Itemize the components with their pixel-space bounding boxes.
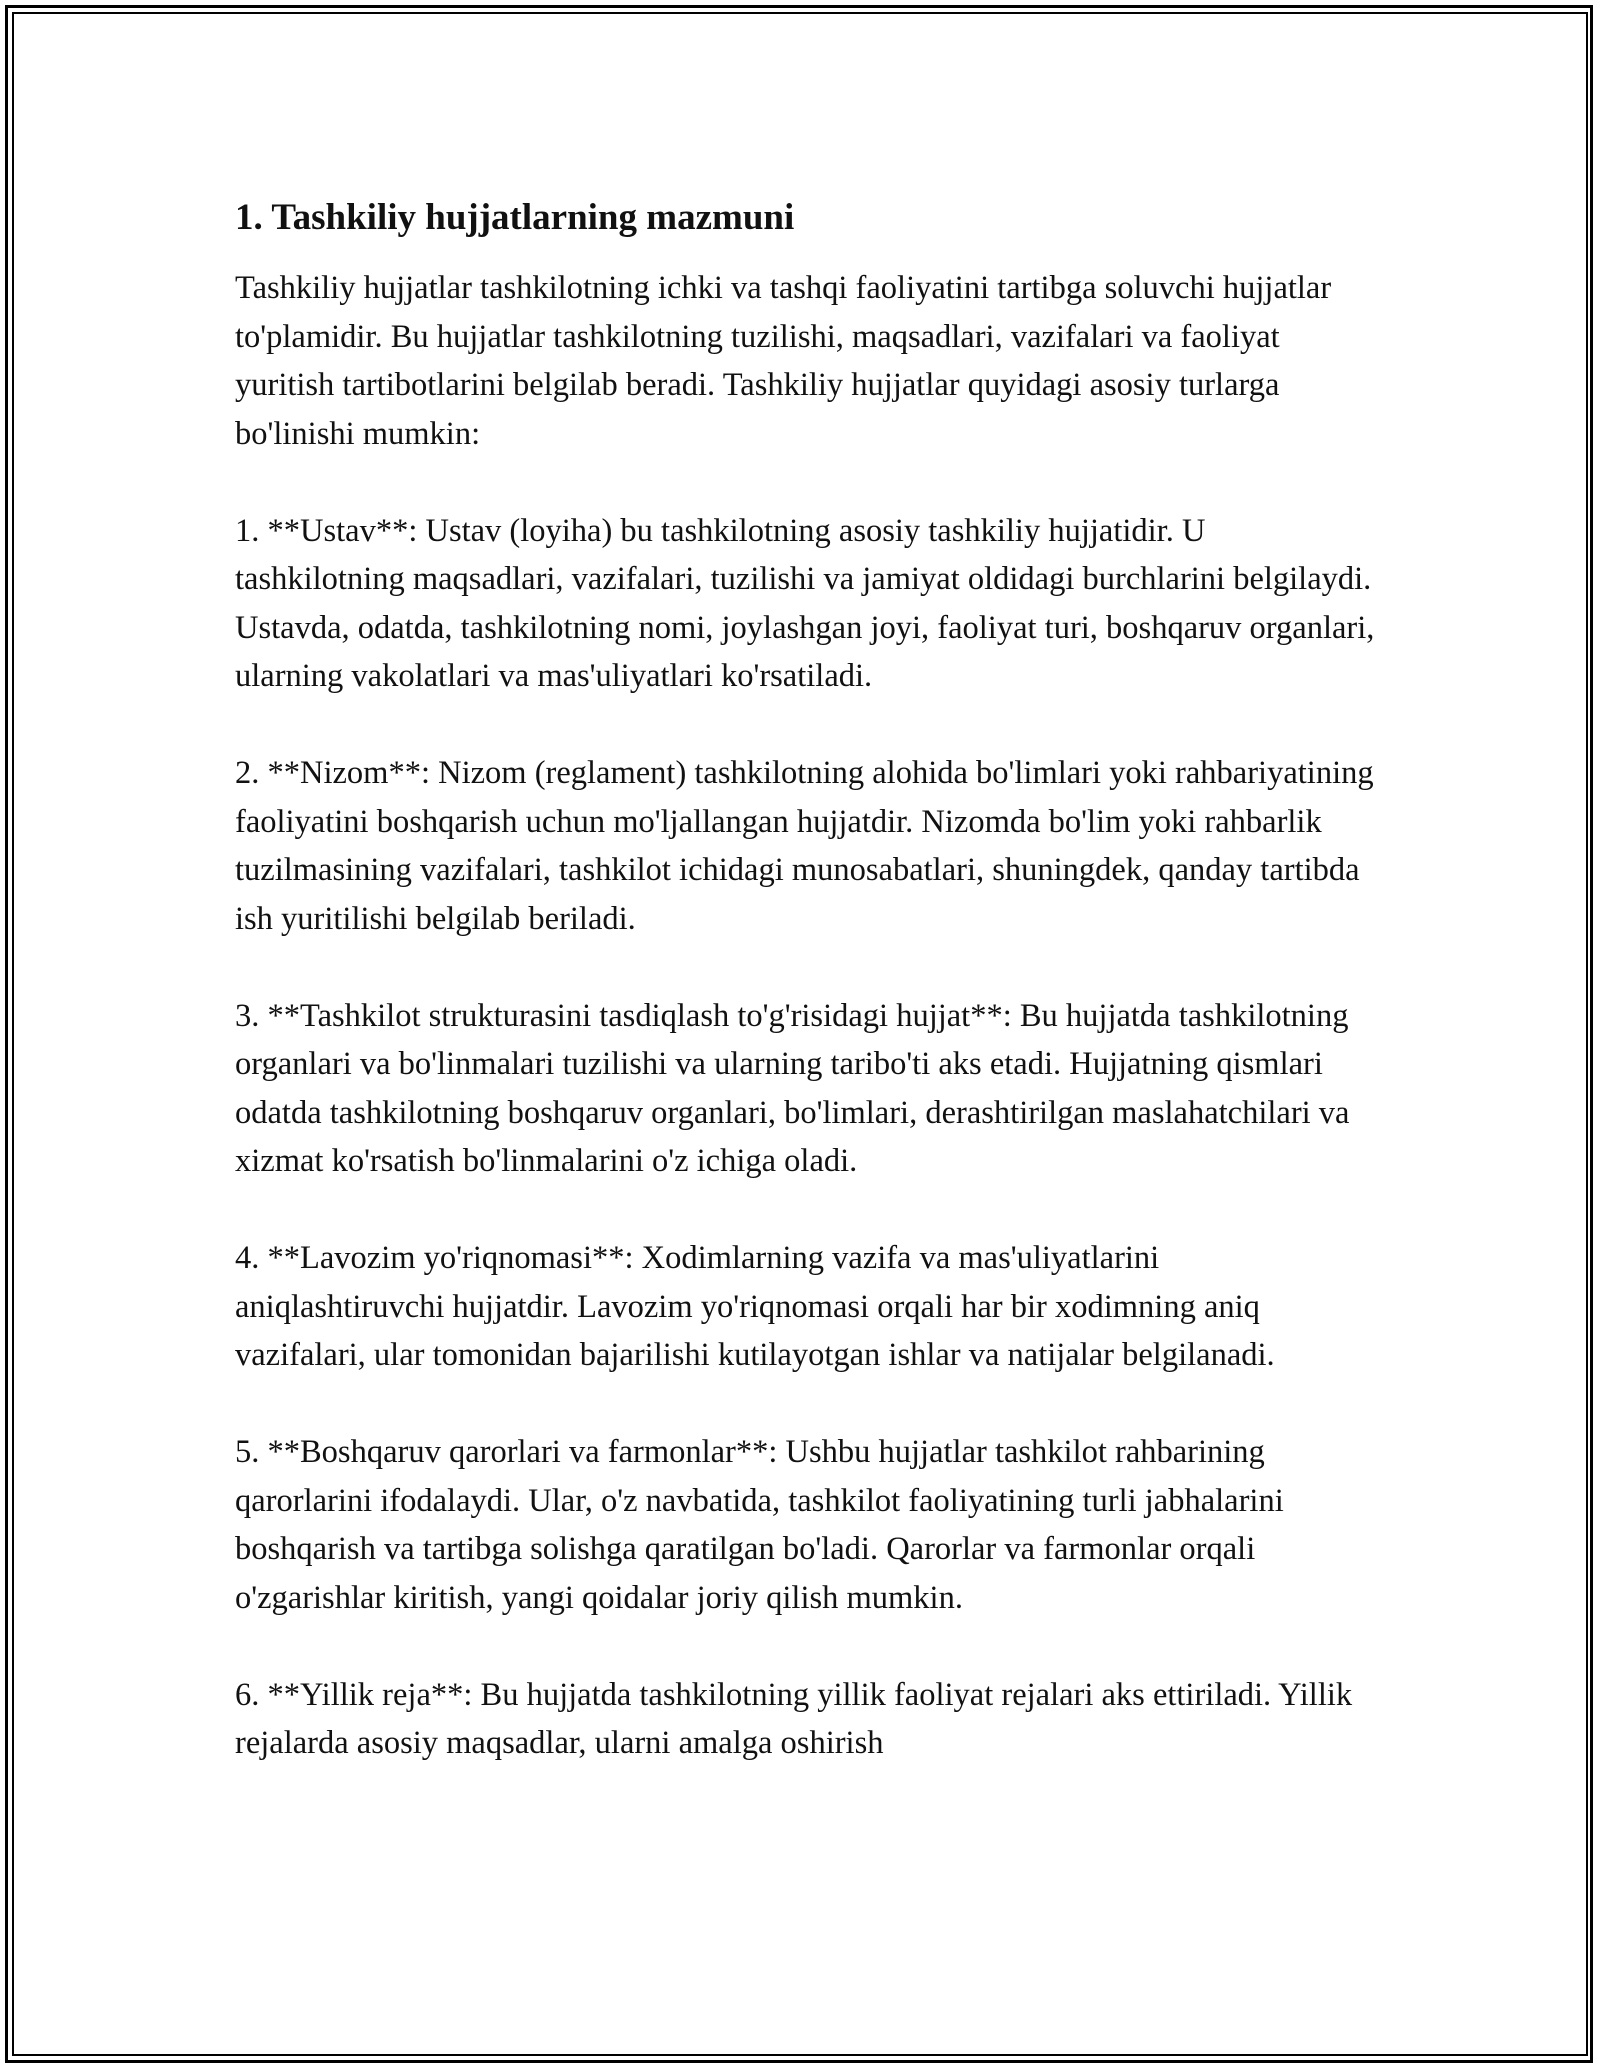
list-item-management-decisions: 5. **Boshqaruv qarorlari va farmonlar**: Ushbu hujjatlar tashkilot rahbarining qarorlarini ifodalaydi. Ular, o'z navbatida, tashkilot faoliyatining turli jabhalarini boshqarish va tartibga solishga qaratilgan bo'ladi. Qarorlar va farmonlar orqali o'zgarishlar kiritish, yangi qoidalar joriy qilish mumkin. bbox=[235, 1434, 1284, 1616]
list-item-job-instruction: 4. **Lavozim yo'riqnomasi**: Xodimlarning vazifa va mas'uliyatlarini aniqlashtiruvchi hujjatdir. Lavozim yo'riqnomasi orqali har bir xodimning aniq vazifalari, ular tomonidan bajarilishi kutilayotgan ishlar va natijalar belgilanadi. bbox=[235, 1240, 1275, 1373]
list-item-structure-document: 3. **Tashkilot strukturasini tasdiqlash to'g'risidagi hujjat**: Bu hujjatda tashkilotning organlari va bo'linmalari tuzilishi va ularning taribo'ti aks etadi. Hujjatning qismlari odatda tashkilotning boshqaruv organlari, bo'limlari, derashtirilgan maslahatchilari va xizmat ko'rsatish bo'linmalarini o'z ichiga oladi. bbox=[235, 997, 1350, 1179]
section-heading: 1. Tashkiliy hujjatlarning mazmuni bbox=[235, 197, 795, 238]
document-body bbox=[235, 180, 1375, 1768]
list-item-ustav: 1. **Ustav**: Ustav (loyiha) bu tashkilotning asosiy tashkiliy hujjatidir. U tashkilotning maqsadlari, vazifalari, tuzilishi va jamiyat oldidagi burchlarini belgilaydi. Ustavda, odatda, tashkilotning nomi, joylashgan joyi, faoliyat turi, boshqaruv organlari, ularning vakolatlari va mas'uliyatlari ko'rsatiladi. bbox=[235, 512, 1375, 694]
list-item-annual-plan: 6. **Yillik reja**: Bu hujjatda tashkilotning yillik faoliyat rejalari aks ettiriladi. Yillik rejalarda asosiy maqsadlar, ularni amalga oshirish bbox=[235, 1676, 1353, 1761]
intro-paragraph: Tashkiliy hujjatlar tashkilotning ichki va tashqi faoliyatini tartibga soluvchi hujjatlar to'plamidir. Bu hujjatlar tashkilotning tuzilishi, maqsadlari, vazifalari va faoliyat yuritish tartibotlarini belgilab beradi. Tashkiliy hujjatlar quyidagi asosiy turlarga bo'linishi mumkin: bbox=[235, 270, 1332, 452]
list-item-nizom: 2. **Nizom**: Nizom (reglament) tashkilotning alohida bo'limlari yoki rahbariyatining faoliyatini boshqarish uchun mo'ljallangan hujjatdir. Nizomda bo'lim yoki rahbarlik tuzilmasining vazifalari, tashkilot ichidagi munosabatlari, shuningdek, qanday tartibda ish yuritilishi belgilab beriladi. bbox=[235, 755, 1374, 937]
